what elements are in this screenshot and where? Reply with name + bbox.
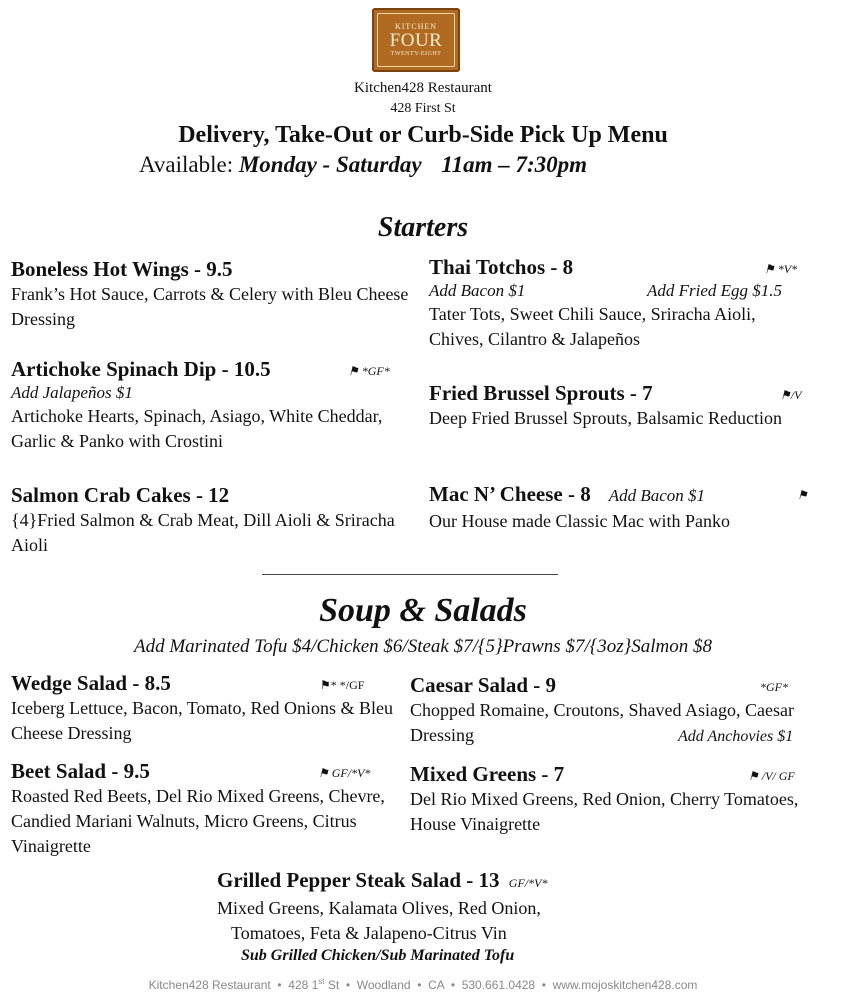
item-name: Mixed Greens - 7 <box>410 762 565 786</box>
item-description: Our House made Classic Mac with Panko <box>429 511 730 531</box>
item-name: Beet Salad - 9.5 <box>11 759 150 783</box>
footer-street: 428 1st St <box>288 977 340 992</box>
availability-label: Available: <box>139 152 234 177</box>
item-name: Salmon Crab Cakes - 12 <box>11 483 230 507</box>
item-name: Caesar Salad - 9 <box>410 673 557 697</box>
item-description: Frank’s Hot Sauce, Carrots & Celery with Bleu Cheese Dressing <box>11 284 409 329</box>
menu-item-grilled-pepper-steak-salad <box>217 867 637 966</box>
dietary-tag: ⚑ /V/ GF <box>748 769 795 783</box>
menu-item-salmon-crab-cakes <box>11 482 421 558</box>
dietary-tag: ⚑ *V* <box>764 262 798 276</box>
item-name: Wedge Salad - 8.5 <box>11 671 171 695</box>
item-substitution: Sub Grilled Chicken/Sub Marinated Tofu <box>241 947 515 964</box>
restaurant-name: Kitchen428 Restaurant <box>354 80 492 96</box>
item-option-anchovies: Add Anchovies $1 <box>678 728 794 745</box>
footer-phone: 530.661.0428 <box>461 978 536 992</box>
footer-name: Kitchen428 Restaurant <box>148 978 271 992</box>
soup-salads-heading: Soup & Salads <box>319 592 527 629</box>
item-description: {4}Fried Salmon & Crab Meat, Dill Aioli & Sriracha Aioli <box>11 510 395 555</box>
item-description: Artichoke Hearts, Spinach, Asiago, White Cheddar, Garlic & Panko with Crostini <box>11 406 383 451</box>
item-option-bacon: Add Bacon $1 <box>429 281 526 300</box>
footer: Kitchen428 Restaurant • 428 1st St • Woodland • CA • 530.661.0428 • www.mojoskitchen428.com <box>148 977 698 992</box>
item-name: Fried Brussel Sprouts - 7 <box>429 381 653 405</box>
flag-icon: ⚑ <box>764 262 775 276</box>
dietary-tag: GF/*V* <box>508 876 548 890</box>
logo-text-four: FOUR <box>389 30 443 51</box>
item-name: Thai Totchos - 8 <box>429 255 574 279</box>
item-name: Mac N’ Cheese - 8 Add Bacon $1 <box>429 482 706 506</box>
availability-hours: 11am – 7:30pm <box>441 152 588 177</box>
logo-text-kitchen: KITCHEN <box>394 22 438 31</box>
footer-state: CA <box>428 978 445 992</box>
item-options <box>429 280 839 302</box>
flag-icon: ⚑ <box>348 364 359 378</box>
item-option: Add Jalapeños $1 <box>11 383 133 402</box>
item-option-fried-egg: Add Fried Egg $1.5 <box>647 281 783 300</box>
restaurant-logo <box>372 8 460 72</box>
item-description: Roasted Red Beets, Del Rio Mixed Greens, Chevre, Candied Mariani Walnuts, Micro Greens, Citrus Vinaigrette <box>11 786 385 856</box>
availability <box>139 152 587 178</box>
menu-item-boneless-hot-wings <box>11 256 421 332</box>
menu-title: Delivery, Take-Out or Curb-Side Pick Up Menu <box>178 122 668 148</box>
flag-icon: ⚑ <box>318 766 329 780</box>
availability-days: Monday - Saturday <box>238 152 422 177</box>
flag-icon: ⚑ <box>748 769 759 783</box>
dietary-tag: ⚑/V <box>780 388 802 402</box>
section-divider <box>262 574 558 575</box>
item-description: Del Rio Mixed Greens, Red Onion, Cherry Tomatoes, House Vinaigrette <box>410 789 799 834</box>
item-description: Iceberg Lettuce, Bacon, Tomato, Red Onions & Bleu Cheese Dressing <box>11 698 393 743</box>
flag-icon: ⚑ <box>797 488 808 502</box>
item-name: Artichoke Spinach Dip - 10.5 <box>11 357 271 381</box>
menu-item-mac-n-cheese <box>429 481 839 534</box>
dietary-tag: *GF* <box>760 680 788 694</box>
logo-text-twenty-eight: TWENTY-EIGHT <box>390 51 442 57</box>
item-option: Add Bacon $1 <box>608 486 706 505</box>
item-description-line2: Tomatoes, Feta & Jalapeno-Citrus Vin <box>231 923 507 943</box>
item-name: Boneless Hot Wings - 9.5 <box>11 257 233 281</box>
item-description: Chopped Romaine, Croutons, Shaved Asiago, Caesar Dressing <box>410 700 794 745</box>
protein-addons: Add Marinated Tofu $4/Chicken $6/Steak $7/{5}Prawns $7/{3oz}Salmon $8 <box>133 636 713 657</box>
item-description-line1: Mixed Greens, Kalamata Olives, Red Onion, <box>217 898 541 918</box>
restaurant-address: 428 First St <box>390 101 456 116</box>
item-description: Deep Fried Brussel Sprouts, Balsamic Reduction <box>429 408 782 428</box>
item-name: Grilled Pepper Steak Salad - 13 GF/*V* <box>217 868 548 892</box>
footer-city: Woodland <box>356 978 411 992</box>
footer-website[interactable]: www.mojoskitchen428.com <box>552 978 698 992</box>
item-description: Tater Tots, Sweet Chili Sauce, Sriracha Aioli, Chives, Cilantro & Jalapeños <box>429 304 756 349</box>
dietary-tag: ⚑ GF/*V* <box>318 766 371 780</box>
flag-icon: ⚑ <box>780 388 791 402</box>
starters-heading: Starters <box>377 212 469 243</box>
menu-item-fried-brussel-sprouts <box>429 380 839 431</box>
dietary-tag: ⚑ *GF* <box>348 364 390 378</box>
flag-icon: ⚑ <box>320 678 331 692</box>
dietary-tag: ⚑* */GF <box>320 678 365 692</box>
